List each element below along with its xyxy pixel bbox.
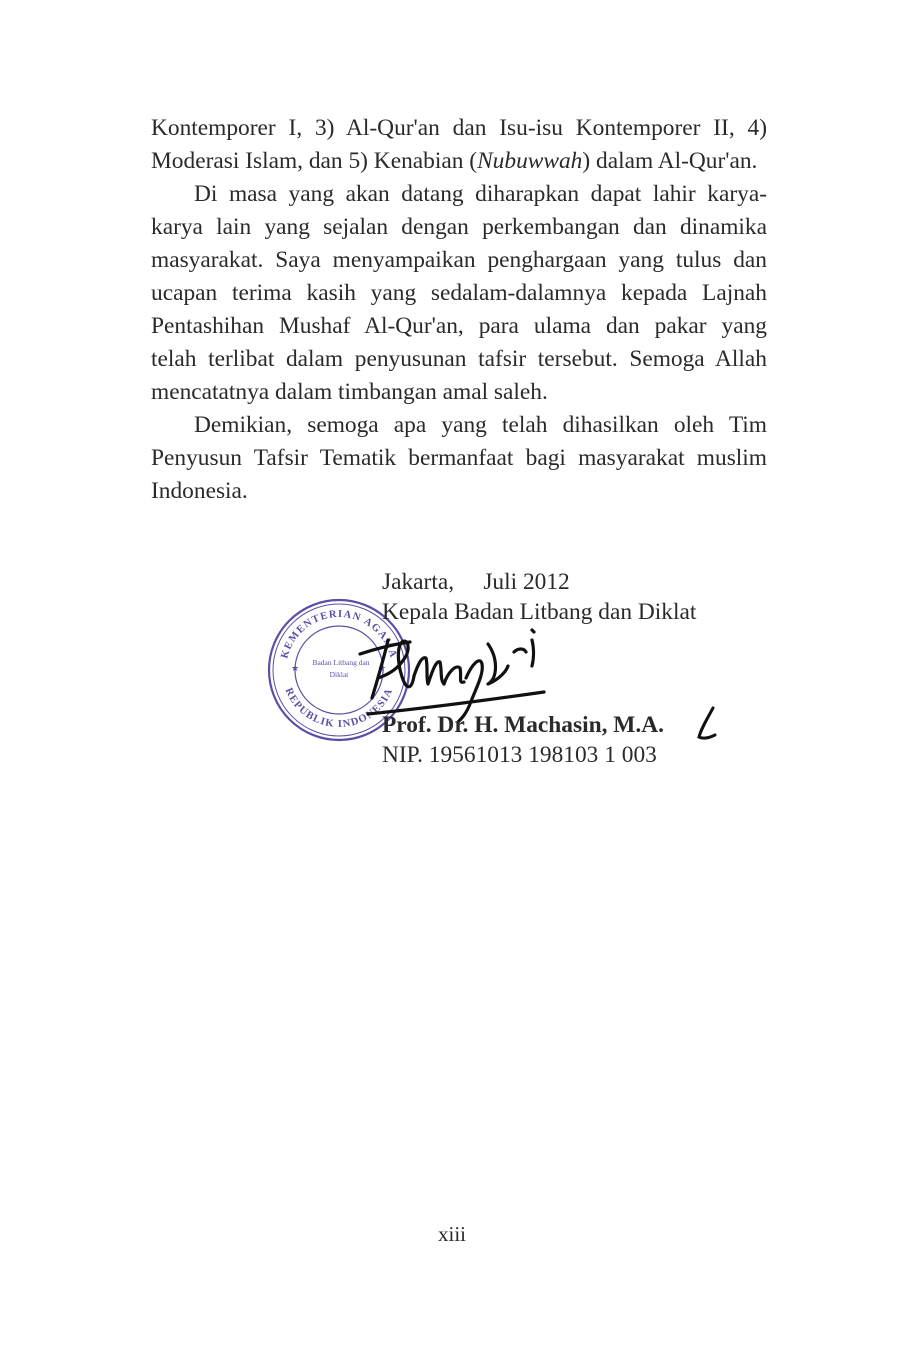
text-line: karya lain yang sejalan dengan perkembangan dan dinamika [151, 214, 767, 240]
svg-text:Diklat: Diklat [329, 670, 349, 679]
page-number: xiii [437, 1222, 466, 1246]
place-date: Jakarta, Juli 2012 [382, 569, 570, 595]
paragraph-2 [151, 178, 767, 409]
text-line: masyarakat. Saya menyampaikan penghargaan yang tulus dan [151, 247, 767, 273]
text-line: Kontemporer I, 3) Al-Qur'an dan Isu-isu Kontemporer II, 4) [151, 115, 767, 141]
svg-text:Badan Litbang dan: Badan Litbang dan [312, 658, 370, 667]
text-line: telah terlibat dalam penyusunan tafsir tersebut. Semoga Allah [151, 346, 767, 372]
signer-name: Prof. Dr. H. Machasin, M.A. [382, 712, 664, 738]
text-line: Penyusun Tafsir Tematik bermanfaat bagi masyarakat muslim [151, 445, 767, 471]
body-text [151, 112, 767, 508]
handwritten-initial [695, 705, 719, 743]
text-line: Di masa yang akan datang diharapkan dapat lahir karya- [194, 181, 767, 207]
text-line: mencatatnya dalam timbangan amal saleh. [151, 379, 548, 405]
paragraph-3 [151, 409, 767, 508]
svg-text:KEMENTERIAN AGAMA: KEMENTERIAN AGAMA [279, 608, 399, 660]
text-line: Demikian, semoga apa yang telah dihasilkan oleh Tim [194, 412, 767, 438]
signer-nip: NIP. 19561013 198103 1 003 [382, 742, 657, 768]
text-line: Indonesia. [151, 478, 248, 504]
svg-text:★: ★ [378, 664, 387, 674]
text-line: ucapan terima kasih yang sedalam-dalamnya kepada Lajnah [151, 280, 767, 306]
paragraph-1 [151, 112, 767, 178]
svg-text:REPUBLIK INDONESIA: REPUBLIK INDONESIA [282, 686, 396, 731]
text-line: Moderasi Islam, dan 5) Kenabian (Nubuwwah) dalam Al-Qur'an. [151, 148, 758, 174]
text-line: Pentashihan Mushaf Al-Qur'an, para ulama dan pakar yang [151, 313, 767, 339]
signer-position: Kepala Badan Litbang dan Diklat [382, 599, 697, 625]
svg-text:★: ★ [291, 664, 300, 674]
italic-term: Nubuwwah [477, 148, 583, 174]
